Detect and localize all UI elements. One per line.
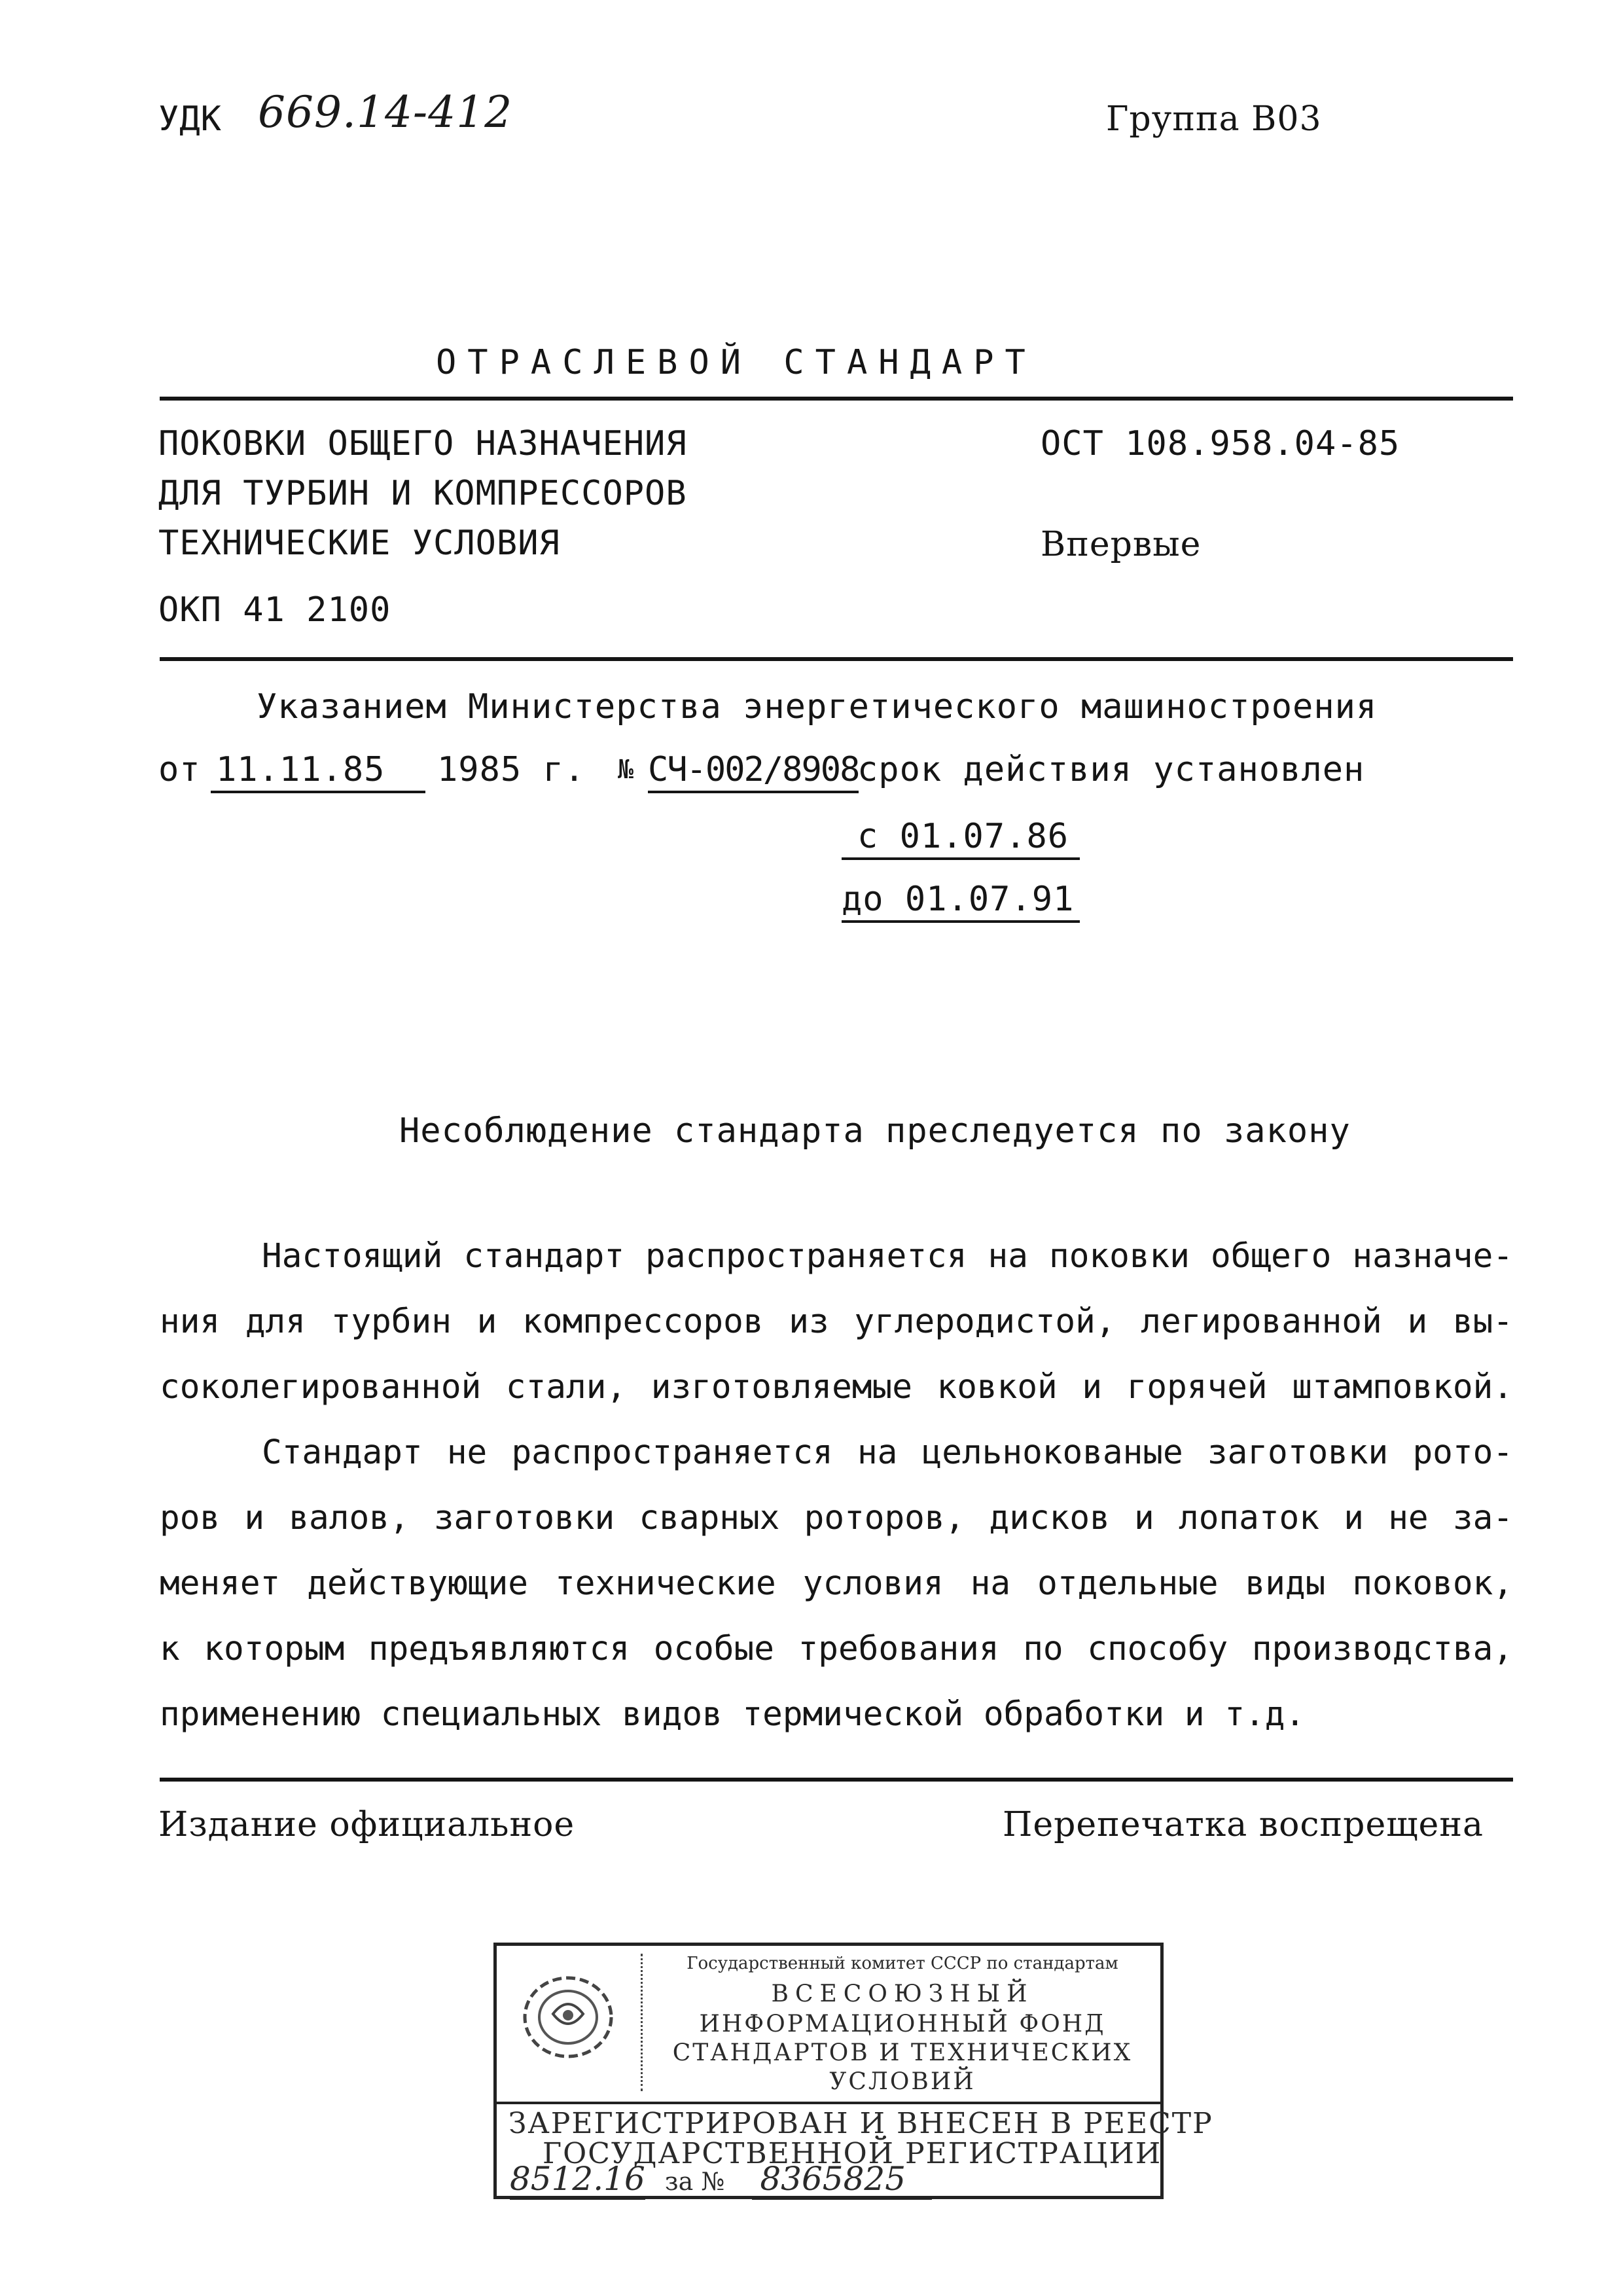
ost-number: ОСТ 108.958.04-85: [1041, 424, 1400, 463]
stamp-line-3: СТАНДАРТОВ И ТЕХНИЧЕСКИХ: [672, 2039, 1133, 2066]
standard-name-line-1: ПОКОВКИ ОБЩЕГО НАЗНАЧЕНИЯ: [158, 424, 687, 463]
first-time-label: Впервые: [1041, 525, 1202, 564]
body-line: ния для турбин и компрессоров из углеродистой, легированной и вы-: [160, 1302, 1513, 1341]
valid-to-value: до 01.07.91: [842, 880, 1075, 919]
stamp-registered: ЗАРЕГИСТРИРОВАН И ВНЕСЕН В РЕЕСТР: [508, 2107, 1213, 2140]
body-line: ров и валов, заготовки сварных роторов, дисков и лопаток и не за-: [160, 1499, 1513, 1537]
standard-name-line-2: ДЛЯ ТУРБИН И КОМПРЕССОРОВ: [158, 474, 687, 513]
stamp-committee: Государственный комитет СССР по стандартам: [687, 1954, 1118, 1973]
decree-number-sign: №: [618, 755, 635, 785]
standard-name-line-3: ТЕХНИЧЕСКИЕ УСЛОВИЯ: [158, 524, 560, 563]
decree-number: СЧ-002/8908: [648, 749, 859, 793]
body-line: применению специальных видов термической обработки и т.д.: [160, 1695, 1306, 1734]
stamp-za-label: за №: [664, 2167, 725, 2196]
bottom-rule: [160, 1778, 1513, 1782]
decree-date-value: 11.11.85: [216, 750, 385, 789]
stamp-registration-number: 8365825: [752, 2160, 932, 2200]
middle-rule: [160, 657, 1513, 661]
body-line: Стандарт не распространяется на цельнокованые заготовки рото-: [262, 1433, 1513, 1472]
group-label: Группа В03: [1106, 99, 1322, 139]
udk-code: 669.14-412: [258, 87, 513, 137]
body-line: к которым предъявляются особые требования по способу производства,: [160, 1630, 1513, 1668]
state-emblem-icon: [519, 1968, 617, 2066]
decree-from: от: [158, 750, 201, 789]
decree-validity: срок действия установлен: [857, 750, 1365, 789]
body-line: Настоящий стандарт распространяется на поковки общего назначе-: [262, 1237, 1513, 1276]
stamp-separator: [497, 2102, 1160, 2104]
top-rule: [160, 397, 1513, 401]
valid-from: [842, 816, 1080, 860]
stamp-line-4: УСЛОВИЙ: [829, 2068, 976, 2095]
law-warning: Несоблюдение стандарта преследуется по закону: [399, 1111, 1351, 1151]
body-line: меняет действующие технические условия на отдельные виды поковок,: [160, 1564, 1513, 1603]
document-title: ОТРАСЛЕВОЙ СТАНДАРТ: [436, 343, 1037, 382]
stamp-registration-date: 8512.16: [510, 2160, 645, 2200]
registration-stamp: [493, 1943, 1213, 2199]
body-line: соколегированной стали, изготовляемые ковкой и горячей штамповкой.: [160, 1368, 1513, 1407]
stamp-line-1: ВСЕСОЮЗНЫЙ: [771, 1981, 1034, 2007]
decree-year: 1985 г.: [437, 750, 586, 789]
decree-date: [211, 749, 425, 793]
stamp-registration-row: [510, 2162, 932, 2198]
valid-to: [842, 878, 1080, 923]
stamp-state-registration: ГОСУДАРСТВЕННОЙ РЕГИСТРАЦИИ: [543, 2137, 1162, 2170]
stamp-divider: [641, 1954, 643, 2091]
official-edition: Издание официальное: [158, 1805, 575, 1844]
reprint-prohibited: Перепечатка воспрещена: [1003, 1805, 1484, 1844]
udk-label: УДК: [158, 99, 222, 139]
valid-from-value: с 01.07.86: [857, 817, 1069, 856]
decree-line-1: Указанием Министерства энергетического машиностроения: [257, 687, 1378, 726]
stamp-line-2: ИНФОРМАЦИОННЫЙ ФОНД: [699, 2011, 1106, 2037]
okp-code: ОКП 41 2100: [158, 590, 391, 630]
